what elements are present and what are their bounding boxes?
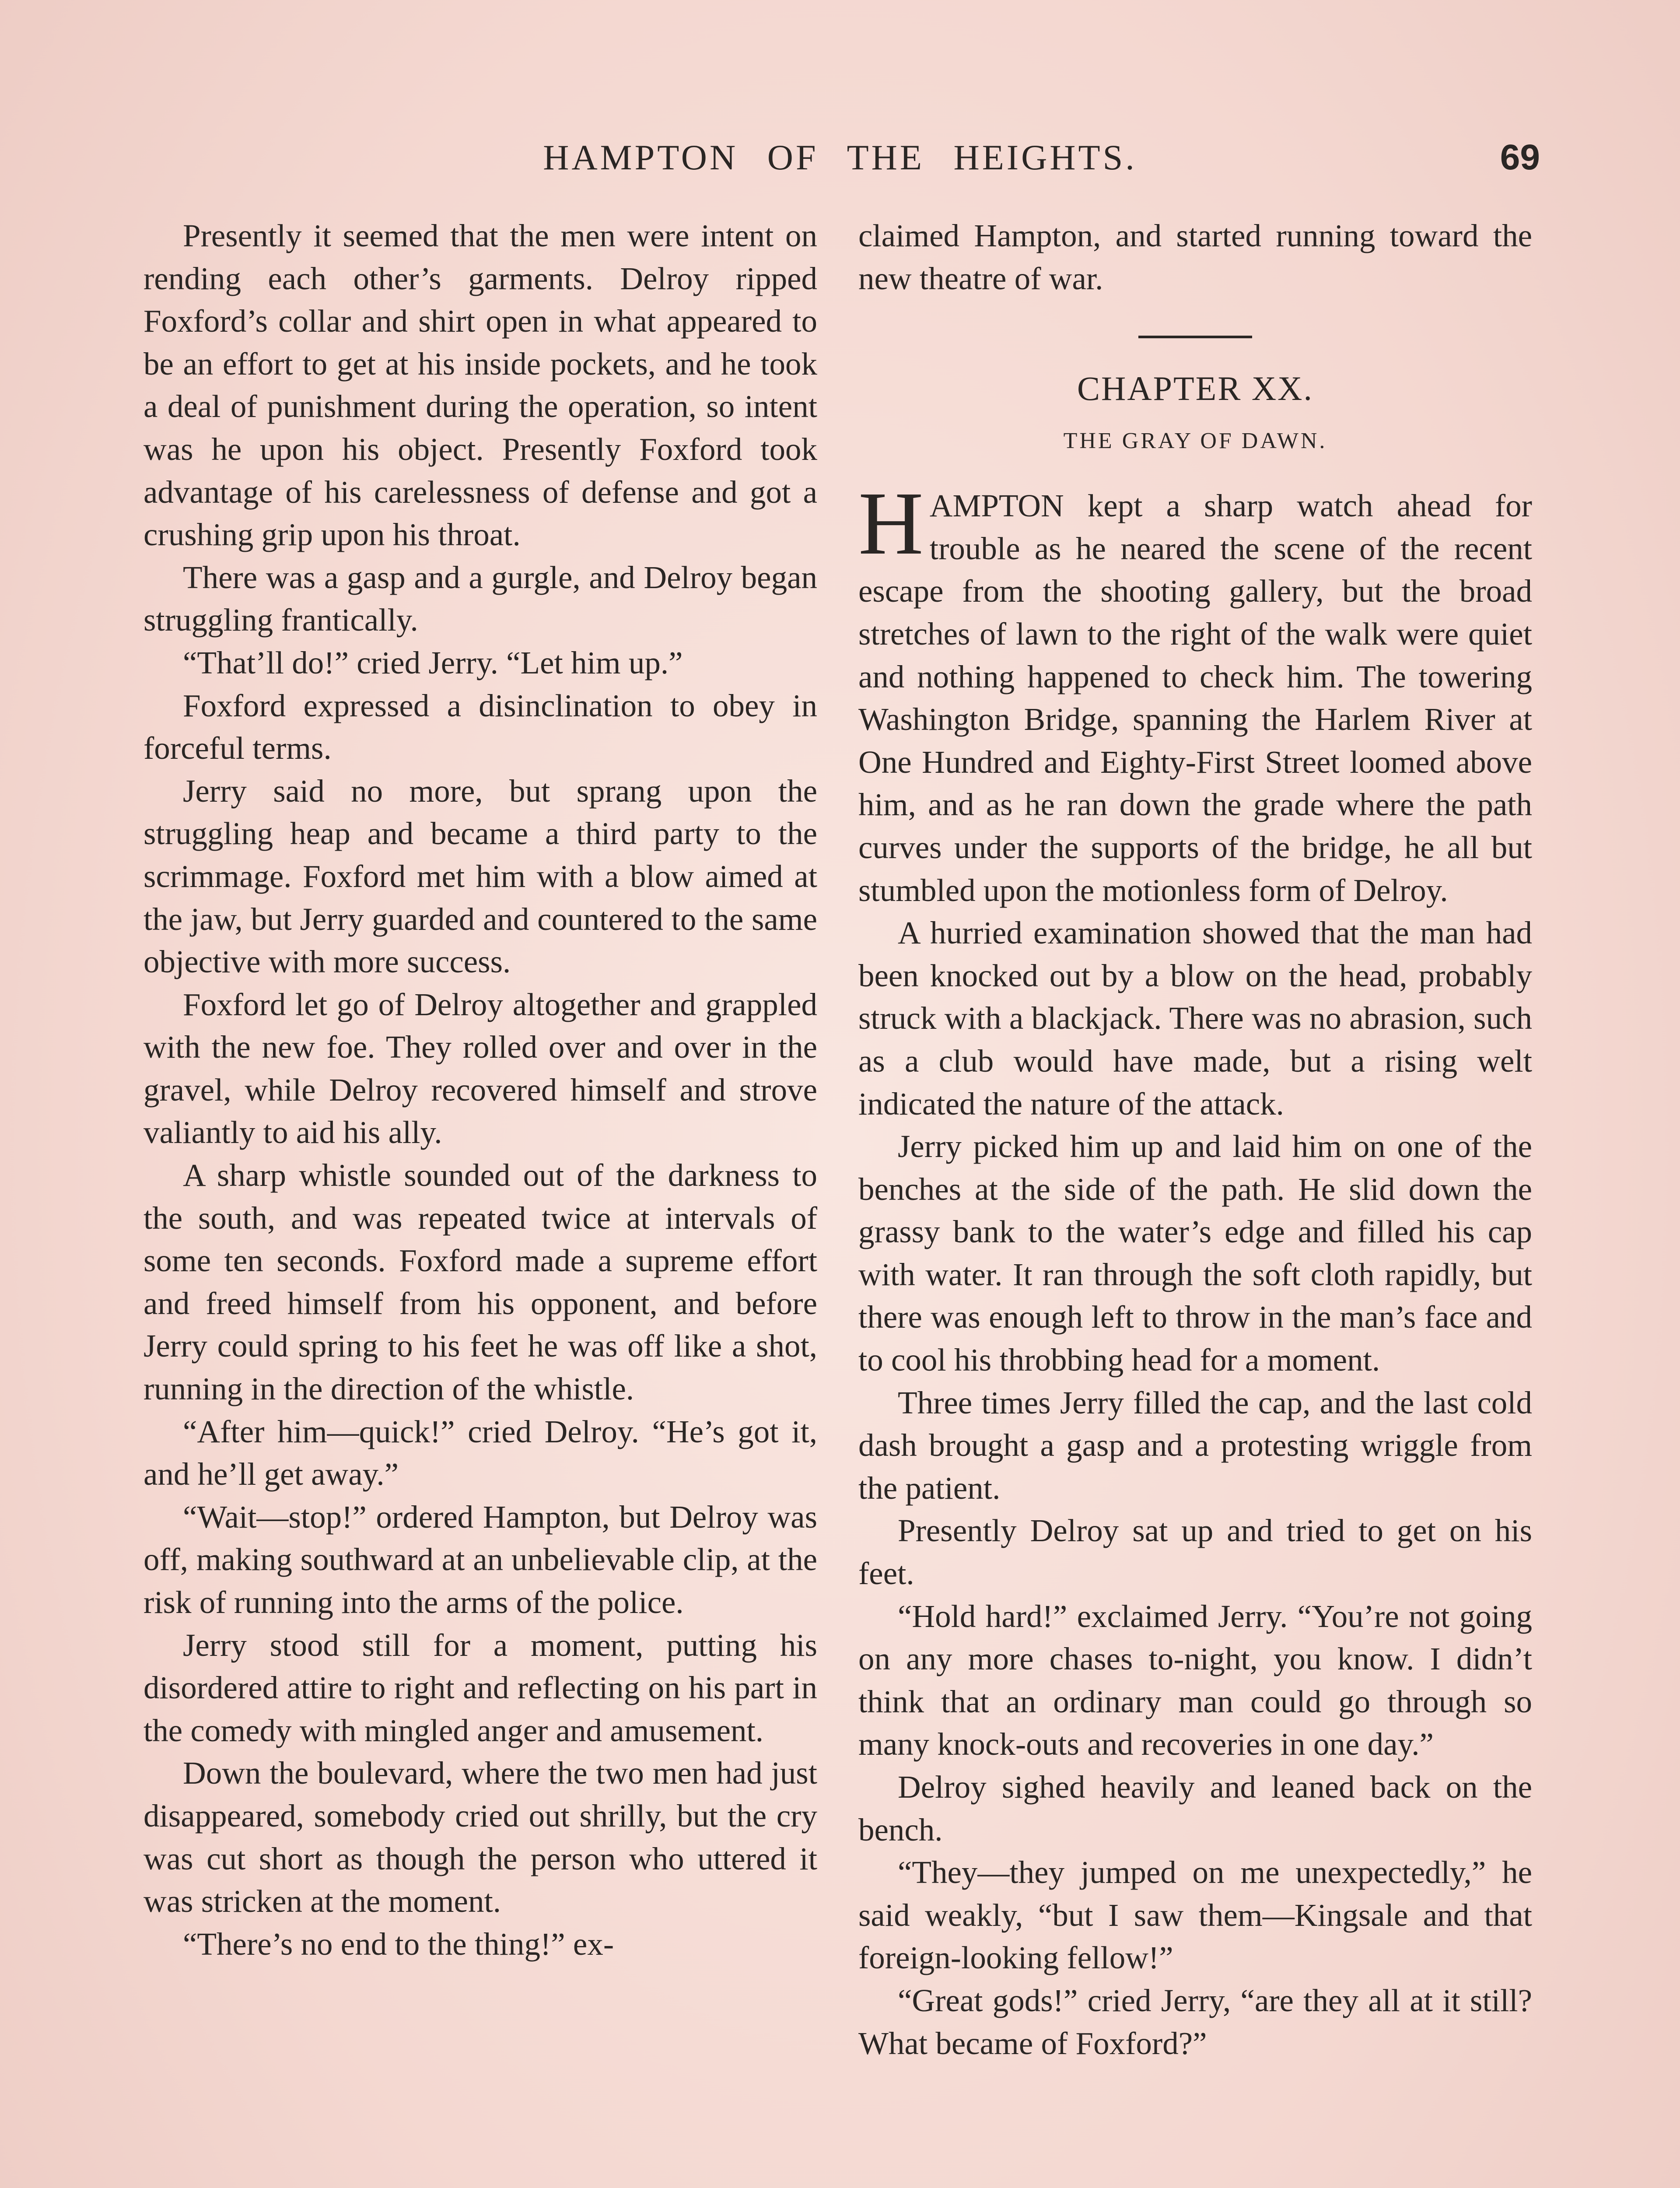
page-header: [140, 131, 1540, 184]
paragraph: “Wait—stop!” ordered Hampton, but Delroy was off, making southward at an unbelievable clip, at the risk of running into the arms of the police.: [144, 1499, 817, 1620]
paragraph: “Hold hard!” exclaimed Jerry. “You’re not going on any more chases to-night, you know. I didn’t think that an ordinary man could go through so many knock-outs and recoveries in one day.”: [858, 1598, 1532, 1762]
paragraph: Foxford expressed a disinclination to obey in forceful terms.: [144, 687, 817, 766]
paragraph: Foxford let go of Delroy altogether and grappled with the new foe. They rolled over and over in the gravel, while Delroy recovered himself and strove valiantly to aid his ally.: [144, 986, 817, 1150]
continued-paragraph: claimed Hampton, and started running toward the new theatre of war.: [858, 218, 1532, 296]
paragraph: “After him—quick!” cried Delroy. “He’s got it, and he’ll get away.”: [144, 1413, 817, 1492]
running-title: HAMPTON OF THE HEIGHTS.: [543, 137, 1137, 177]
paragraph: A hurried examination showed that the man had been knocked out by a blow on the head, probably struck with a blackjack. There was no abrasion, such as a club would have made, but a rising welt indicated the nature of the attack.: [858, 915, 1532, 1122]
opening-paragraph: [858, 473, 1532, 912]
left-column: [144, 214, 817, 1965]
right-column: [858, 214, 1532, 2065]
paragraph: Jerry picked him up and laid him on one of the benches at the side of the path. He slid down the grassy bank to the water’s edge and filled his cap with water. It ran through the soft cloth rapidly, but there was enough left to throw in the man’s face and to cool his throbbing head for a moment.: [858, 1129, 1532, 1378]
paragraph: “Great gods!” cried Jerry, “are they all at it still? What became of Foxford?”: [858, 1982, 1532, 2061]
paragraph: Jerry stood still for a moment, putting his disordered attire to right and reflecting on his part in the comedy with mingled anger and amusement.: [144, 1627, 817, 1748]
opening-text: AMPTON kept a sharp watch ahead for trouble as he neared the scene of the recent escape from the shooting gallery, but the broad stretches of lawn to the right of the walk were quiet and nothing happened to check him. The towering Washington Bridge, spanning the Harlem River at One Hundred and Eighty-First Street loomed above him, and as he ran down the grade where the path curves under the supports of the bridge, he all but stumbled upon the motionless form of Delroy.: [858, 488, 1532, 908]
paragraph: Delroy sighed heavily and leaned back on the bench.: [858, 1769, 1532, 1848]
paragraph: Down the boulevard, where the two men had just disappeared, somebody cried out shrilly, but the cry was cut short as though the person who uttered it was stricken at the moment.: [144, 1755, 817, 1919]
paragraph: “That’ll do!” cried Jerry. “Let him up.”: [183, 645, 683, 680]
paragraph: Jerry said no more, but sprang upon the struggling heap and became a third party to the scrimmage. Foxford met him with a blow aimed at the jaw, but Jerry guarded and countered to the same objective with more success.: [144, 773, 817, 980]
paragraph: Presently Delroy sat up and tried to get on his feet.: [858, 1513, 1532, 1592]
section-divider: [1138, 336, 1252, 338]
paragraph: A sharp whistle sounded out of the darkness to the south, and was repeated twice at intervals of some ten seconds. Foxford made a supreme effort and freed himself from his opponent, and before Jerry could spring to his feet he was off like a shot, running in the direction of the whistle.: [144, 1157, 817, 1407]
page-number: 69: [1500, 137, 1540, 177]
paragraph: There was a gasp and a gurgle, and Delroy began struggling frantically.: [144, 559, 817, 638]
paragraph: Three times Jerry filled the cap, and the last cold dash brought a gasp and a protesting wriggle from the patient.: [858, 1385, 1532, 1506]
chapter-subtitle: THE GRAY OF DAWN.: [1063, 428, 1327, 454]
paragraph: Presently it seemed that the men were intent on rending each other’s garments. Delroy ripped Foxford’s collar and shirt open in what appeared to be an effort to get at his inside pockets, and he took a deal of punishment during the operation, so intent was he upon his object. Presently Foxford took advantage of his carelessness of defense and got a crushing grip upon his throat.: [144, 218, 817, 553]
paragraph: “There’s no end to the thing!” ex-: [183, 1926, 614, 1962]
chapter-title: CHAPTER XX.: [1077, 369, 1314, 408]
paragraph: “They—they jumped on me unexpectedly,” he said weakly, “but I saw them—Kingsale and that foreign-looking fellow!”: [858, 1855, 1532, 1976]
drop-cap: H: [858, 473, 924, 574]
